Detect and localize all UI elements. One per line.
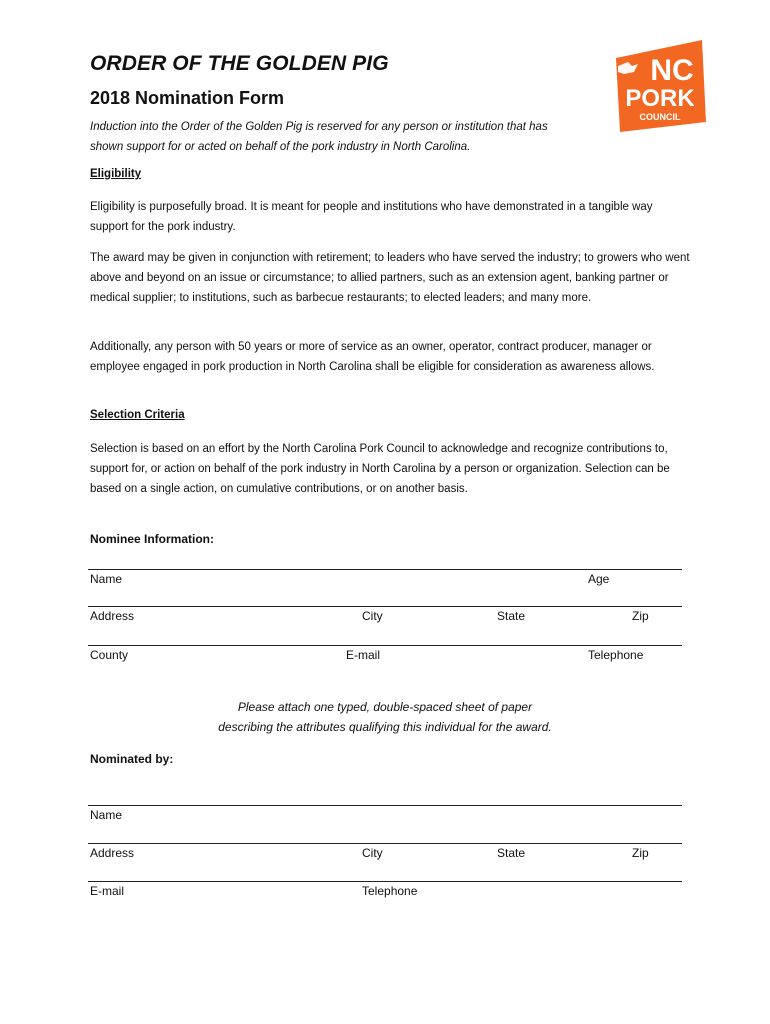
- selection-paragraph: Selection is based on an effort by the North Carolina Pork Council to acknowledge and recognize contributions to, support for, or action on behalf of the pork industry in North Carolina by a person or organization. Selection can be based on a single action, on cumulative contributions, or on another basis.: [90, 443, 670, 495]
- logo-pork-text: PORK: [625, 85, 695, 112]
- attachment-note-line-1: Please attach one typed, double-spaced sheet of paper: [237, 700, 533, 714]
- nominee-zip-label: Zip: [632, 609, 649, 623]
- nominator-email-line[interactable]: [88, 881, 682, 882]
- nc-pork-council-logo: [612, 36, 708, 132]
- nominator-address-line[interactable]: [88, 843, 682, 844]
- eligibility-paragraph-1: Eligibility is purposefully broad. It is meant for people and institutions who have demonstrated in a tangible way support for the pork industry.: [90, 201, 653, 233]
- intro-line-2: shown support for or acted on behalf of the pork industry in North Carolina.: [90, 141, 471, 153]
- nominee-county-line[interactable]: [88, 645, 682, 646]
- nominator-name-label: Name: [90, 808, 123, 822]
- nominator-city-label: City: [362, 846, 383, 860]
- logo-council-text: COUNCIL: [639, 112, 681, 122]
- attachment-note: [90, 697, 680, 737]
- nominator-email-label: E-mail: [90, 884, 125, 898]
- nominator-section-label: Nominated by:: [90, 752, 174, 766]
- nominator-telephone-label: Telephone: [362, 884, 418, 898]
- nominator-name-line[interactable]: [88, 805, 682, 806]
- nominator-address-label: Address: [90, 846, 135, 860]
- intro-text: [90, 117, 590, 157]
- nominee-age-label: Age: [588, 572, 610, 586]
- nominator-zip-label: Zip: [632, 846, 649, 860]
- nominee-address-line[interactable]: [88, 606, 682, 607]
- nominee-name-line[interactable]: [88, 569, 682, 570]
- intro-line-1: Induction into the Order of the Golden Pig is reserved for any person or institution that has: [90, 121, 548, 133]
- nominee-city-label: City: [362, 609, 383, 623]
- form-title: ORDER OF THE GOLDEN PIG: [90, 52, 389, 75]
- nominee-state-label: State: [497, 609, 526, 623]
- nominee-address-label: Address: [90, 609, 135, 623]
- eligibility-heading: Eligibility: [90, 168, 142, 180]
- nominee-name-label: Name: [90, 572, 123, 586]
- nominee-section-label: Nominee Information:: [90, 532, 215, 546]
- attachment-note-line-2: describing the attributes qualifying this individual for the award.: [218, 720, 552, 734]
- nominator-state-label: State: [497, 846, 526, 860]
- nominee-email-label: E-mail: [346, 648, 381, 662]
- logo-nc-text: NC: [650, 54, 694, 87]
- nominee-telephone-label: Telephone: [588, 648, 644, 662]
- form-subtitle: 2018 Nomination Form: [90, 88, 285, 108]
- eligibility-paragraph-3: Additionally, any person with 50 years or more of service as an owner, operator, contract producer, manager or employee engaged in pork production in North Carolina shall be eligible for consideration as awareness allows.: [90, 341, 655, 373]
- eligibility-paragraph-2: The award may be given in conjunction with retirement; to leaders who have served the industry; to growers who went above and beyond on an issue or circumstance; to allied partners, such as an extension agent, banking partner or medical supplier; to institutions, such as barbecue restaurants; to elected leaders; and many more.: [90, 252, 690, 304]
- selection-heading: Selection Criteria: [90, 409, 185, 421]
- nominee-county-label: County: [90, 648, 129, 662]
